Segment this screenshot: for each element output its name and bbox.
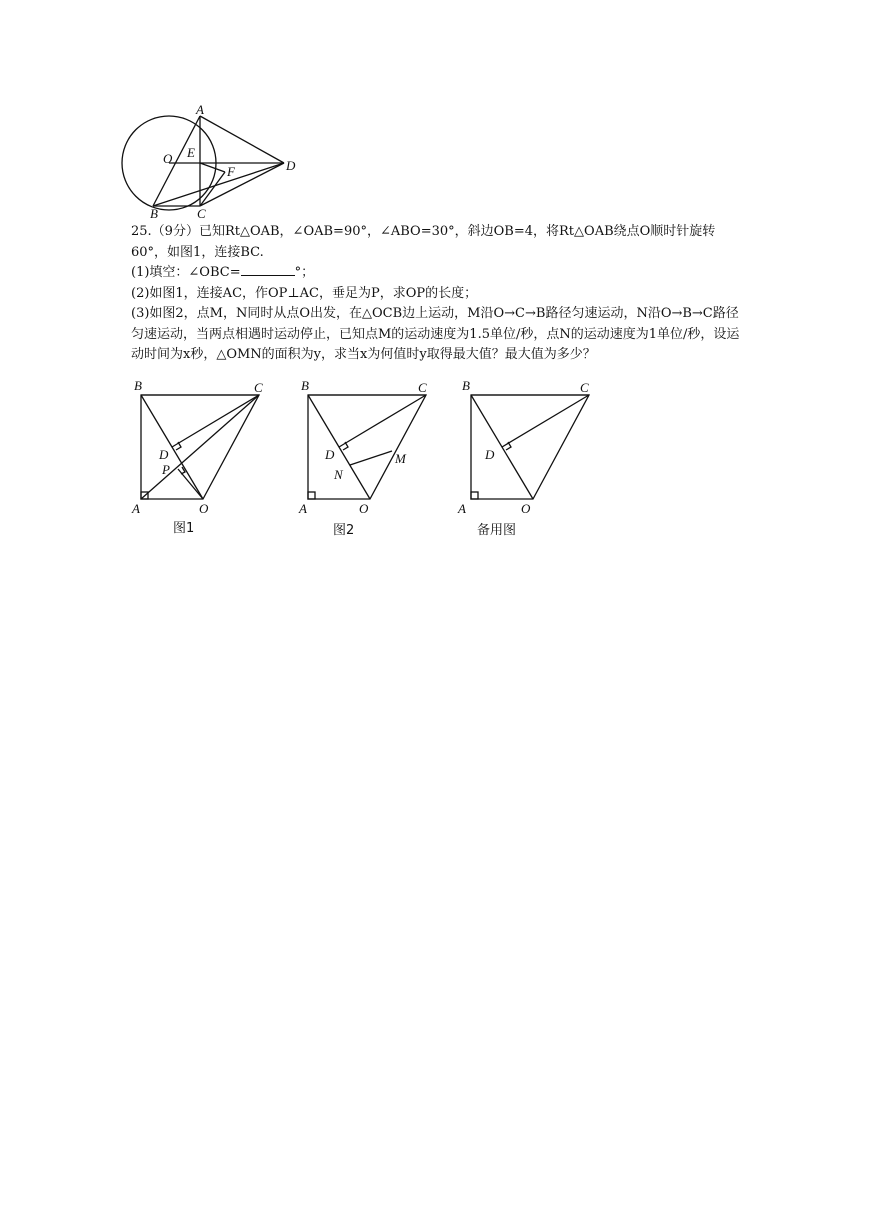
right-angle-D xyxy=(176,442,181,450)
label-D: D xyxy=(159,447,169,462)
label-O: O xyxy=(521,501,531,516)
label-A: A xyxy=(458,501,466,516)
figure-backup-caption: 备用图 xyxy=(477,523,517,538)
label-B: B xyxy=(134,378,142,393)
figure-2-caption: 图2 xyxy=(333,523,355,538)
question-2: (2)如图1，连接AC，作OP⊥AC，垂足为P，求OP的长度； xyxy=(131,285,478,301)
segment-NM xyxy=(350,451,392,465)
label-A: A xyxy=(132,501,140,516)
segment-CD xyxy=(502,395,589,447)
circle-figure xyxy=(120,100,310,225)
figure-1 xyxy=(125,375,275,540)
problem-header: 25.（9分）已知Rt△OAB，∠OAB=90°，∠ABO=30°，斜边OB=4，将Rt△OAB绕点O顺时针旋转60°，如图1，连接BC. xyxy=(131,224,716,260)
figure-2 xyxy=(292,375,442,540)
figure-1-svg xyxy=(125,375,275,540)
label-C: C xyxy=(580,380,589,395)
label-N: N xyxy=(334,467,343,482)
figure-1-caption: 图1 xyxy=(173,521,195,536)
label-D: D xyxy=(325,447,335,462)
label-O: O xyxy=(359,501,369,516)
segment-AD xyxy=(200,116,284,163)
label-A: A xyxy=(196,102,204,117)
right-angle-A xyxy=(471,492,478,499)
circle-figure-svg xyxy=(120,100,310,225)
label-E: E xyxy=(187,145,195,160)
question-1-suffix: °； xyxy=(294,265,315,280)
label-P: P xyxy=(162,462,170,477)
segment-CD xyxy=(339,395,426,447)
label-D: D xyxy=(485,447,495,462)
segment-CD xyxy=(200,163,284,206)
segment-CD xyxy=(172,395,259,447)
figure-backup-svg xyxy=(455,375,605,540)
question-1-prefix: (1)填空：∠OBC= xyxy=(131,265,241,280)
label-B: B xyxy=(150,206,158,221)
label-B: B xyxy=(462,378,470,393)
right-angle-D xyxy=(506,442,511,450)
label-D: D xyxy=(286,158,296,173)
right-angle-A xyxy=(308,492,315,499)
label-O: O xyxy=(163,151,173,166)
question-3: (3)如图2，点M，N同时从点O出发，在△OCB边上运动，M沿O→C→B路径匀速运动，N沿O→B→C路径匀速运动，当两点相遇时运动停止，已知点M的运动速度为1.5单位/秒，点N的运动速度为1单位/秒，设运动时间为x秒，△OMN的面积为y，求当x为何值时y取得最大值？最大值为多少？ xyxy=(131,306,740,362)
label-C: C xyxy=(254,380,263,395)
label-B: B xyxy=(301,378,309,393)
label-C: C xyxy=(418,380,427,395)
figure-backup xyxy=(455,375,605,540)
label-O: O xyxy=(199,501,209,516)
question-1 xyxy=(131,263,743,284)
label-C: C xyxy=(197,206,206,221)
label-A: A xyxy=(299,501,307,516)
answer-blank xyxy=(241,263,295,276)
right-angle-D xyxy=(343,442,348,450)
label-F: F xyxy=(227,164,235,179)
segment-EF xyxy=(200,163,225,172)
figure-2-svg xyxy=(292,375,442,540)
problem-text xyxy=(131,222,743,366)
label-M: M xyxy=(395,451,406,466)
